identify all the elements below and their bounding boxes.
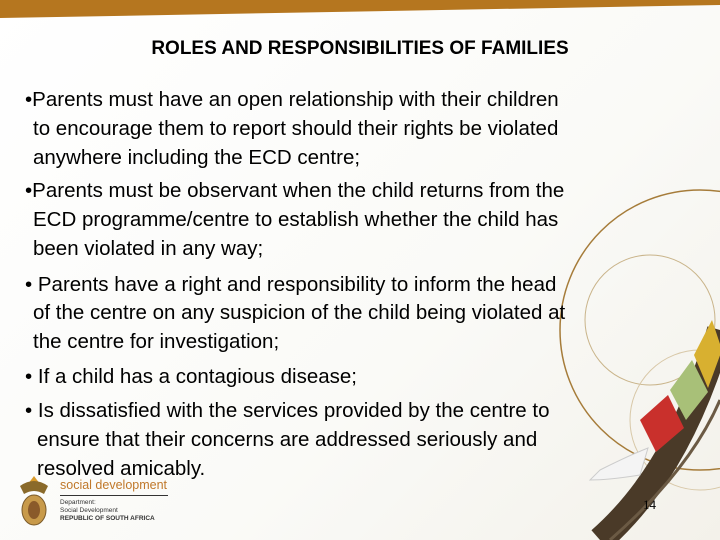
body-line: resolved amicably. bbox=[37, 457, 206, 480]
body-line: been violated in any way; bbox=[33, 237, 264, 260]
logo-divider bbox=[60, 495, 168, 496]
body-line: •Parents must have an open relationship with their children bbox=[25, 88, 559, 111]
body-line: • If a child has a contagious disease; bbox=[25, 365, 357, 388]
slide-title: ROLES AND RESPONSIBILITIES OF FAMILIES bbox=[151, 38, 569, 59]
body-line: ensure that their concerns are addressed seriously and bbox=[37, 428, 538, 451]
logo-department-name: Social Development bbox=[60, 507, 118, 514]
body-line: • Parents have a right and responsibility to inform the head bbox=[25, 273, 557, 296]
body-line: anywhere including the ECD centre; bbox=[33, 146, 361, 169]
body-line: to encourage them to report should their rights be violated bbox=[33, 117, 559, 140]
logo-name: social development bbox=[60, 478, 168, 492]
body-line: the centre for investigation; bbox=[33, 330, 280, 353]
logo-department: Department: bbox=[60, 499, 96, 506]
coat-of-arms-icon bbox=[14, 472, 54, 530]
body-line: ECD programme/centre to establish whether the child has bbox=[33, 208, 559, 231]
top-banner bbox=[0, 0, 720, 18]
department-logo bbox=[10, 472, 170, 532]
body-line: • Is dissatisfied with the services provided by the centre to bbox=[25, 399, 550, 422]
page-number: 14 bbox=[643, 497, 656, 512]
body-line: •Parents must be observant when the child returns from the bbox=[25, 179, 565, 202]
body-line: of the centre on any suspicion of the child being violated at bbox=[33, 301, 566, 324]
logo-country: REPUBLIC OF SOUTH AFRICA bbox=[60, 515, 155, 522]
